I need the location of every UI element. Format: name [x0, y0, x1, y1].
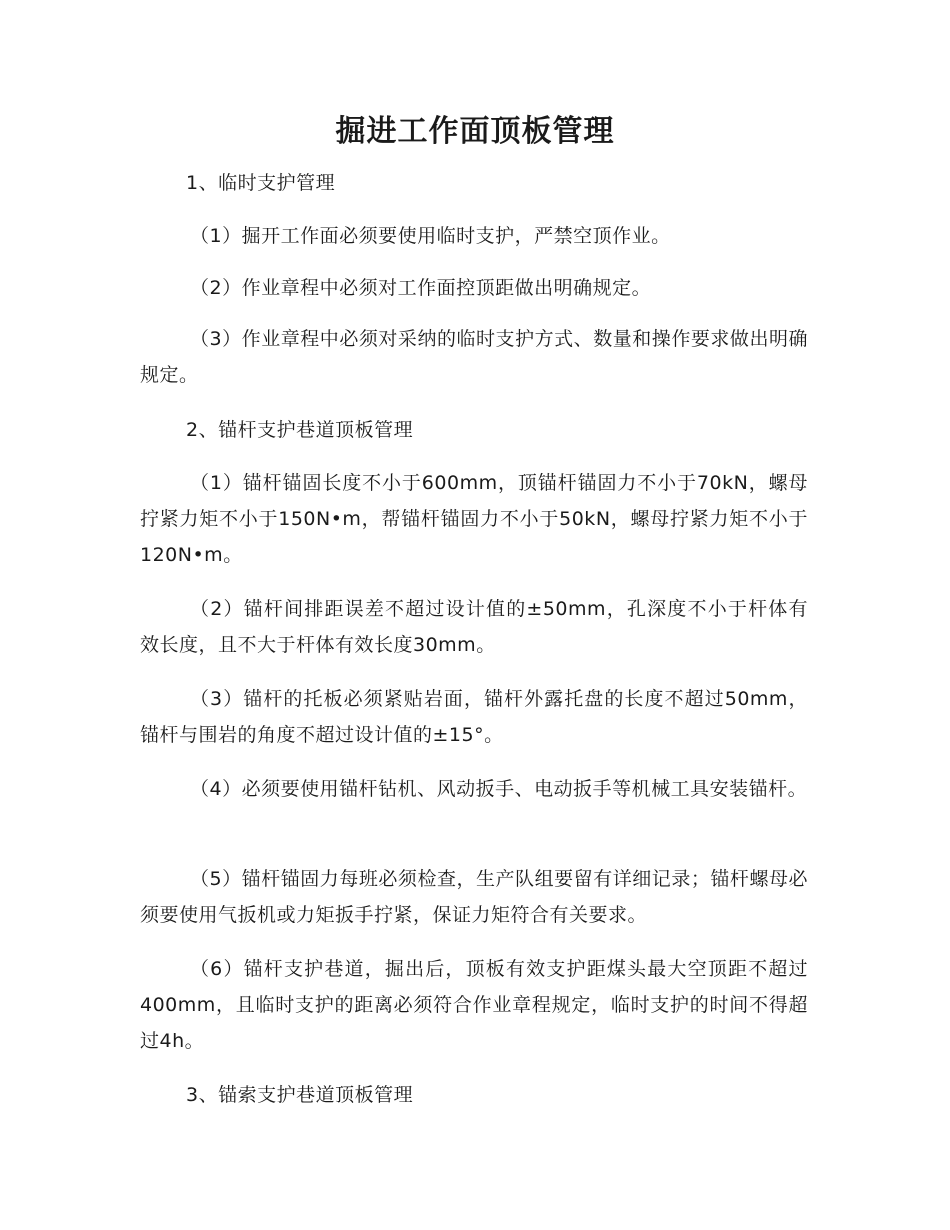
paragraph-2-6: （6）锚杆支护巷道，掘出后，顶板有效支护距煤头最大空顶距不超过400mm，且临时支护的距离必须符合作业章程规定，临时支护的时间不得超过4h。 [140, 958, 808, 1052]
section-heading-3: 3、锚索支护巷道顶板管理 [186, 1084, 414, 1106]
paragraph-2-4: （4）必须要使用锚杆钻机、风动扳手、电动扳手等机械工具安装锚杆。 [190, 778, 808, 800]
paragraph-1-1: （1）掘开工作面必须要使用临时支护，严禁空顶作业。 [190, 225, 671, 247]
paragraph-2-1: （1）锚杆锚固长度不小于600mm，顶锚杆锚固力不小于70kN，螺母拧紧力矩不小于150N•m，帮锚杆锚固力不小于50kN，螺母拧紧力矩不小于120N•m。 [140, 472, 808, 566]
section-heading-2: 2、锚杆支护巷道顶板管理 [186, 419, 414, 441]
document-title: 掘进工作面顶板管理 [335, 114, 615, 149]
paragraph-2-5: （5）锚杆锚固力每班必须检查，生产队组要留有详细记录；锚杆螺母必须要使用气扳机或力矩扳手拧紧，保证力矩符合有关要求。 [140, 868, 808, 926]
paragraph-1-3: （3）作业章程中必须对采纳的临时支护方式、数量和操作要求做出明确规定。 [140, 328, 808, 386]
paragraph-2-2: （2）锚杆间排距误差不超过设计值的±50mm，孔深度不小于杆体有效长度，且不大于杆体有效长度30mm。 [140, 598, 808, 656]
paragraph-1-2: （2）作业章程中必须对工作面控顶距做出明确规定。 [190, 277, 652, 299]
section-heading-1: 1、临时支护管理 [186, 172, 336, 194]
paragraph-2-3: （3）锚杆的托板必须紧贴岩面，锚杆外露托盘的长度不超过50mm，锚杆与围岩的角度不超过设计值的±15°。 [140, 688, 808, 746]
